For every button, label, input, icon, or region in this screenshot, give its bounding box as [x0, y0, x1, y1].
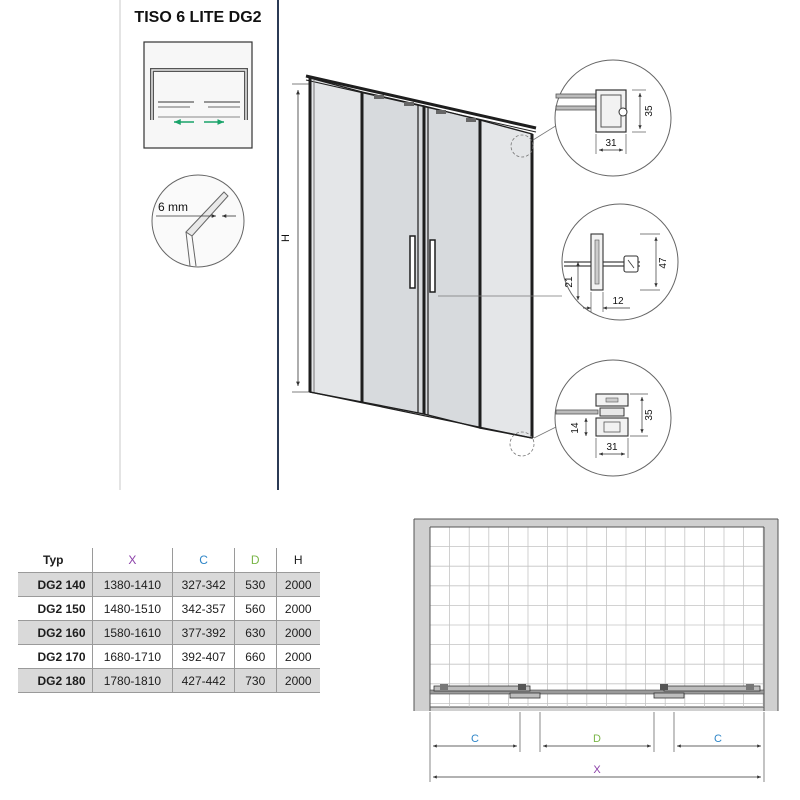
- cell-c: 342-357: [173, 597, 235, 621]
- header-x: X: [92, 548, 173, 573]
- detail-bottom-depth: 14: [570, 422, 581, 434]
- cell-x: 1680-1710: [92, 645, 173, 669]
- plan-label-d: D: [593, 733, 601, 745]
- height-label: H: [280, 234, 292, 242]
- panel-left-fixed: [434, 686, 530, 691]
- detail-middle-width: 12: [612, 296, 624, 307]
- enclosure-perspective: [306, 76, 536, 438]
- cell-x: 1380-1410: [92, 573, 173, 597]
- table-row: [18, 573, 320, 597]
- panel-left-door: [510, 693, 540, 698]
- cell-h: 2000: [276, 645, 320, 669]
- cell-d: 730: [234, 669, 276, 693]
- cell-d: 660: [234, 645, 276, 669]
- product-title: TISO 6 LITE DG2: [134, 9, 262, 26]
- front-view: [414, 519, 778, 782]
- cell-x: 1480-1510: [92, 597, 173, 621]
- detail-bottom-width: 31: [606, 442, 618, 453]
- plan-label-x: X: [593, 764, 601, 776]
- detail-top: [555, 60, 671, 176]
- table-row: [18, 621, 320, 645]
- table-row: [18, 669, 320, 693]
- detail-top-width: 31: [605, 138, 617, 149]
- detail-bottom-height: 35: [644, 409, 655, 421]
- detail-middle-offset: 21: [564, 276, 575, 288]
- cell-h: 2000: [276, 669, 320, 693]
- cell-d: 530: [234, 573, 276, 597]
- detail-middle-height: 47: [658, 257, 669, 269]
- header-h: H: [276, 548, 320, 573]
- handle-right-icon: [430, 240, 435, 292]
- cell-c: 392-407: [173, 645, 235, 669]
- detail-bottom: [555, 360, 671, 476]
- cell-x: 1580-1610: [92, 621, 173, 645]
- cell-d: 630: [234, 621, 276, 645]
- cell-x: 1780-1810: [92, 669, 173, 693]
- cell-h: 2000: [276, 573, 320, 597]
- glass-thickness-label: 6 mm: [158, 200, 188, 214]
- header-d: D: [234, 548, 276, 573]
- cell-d: 560: [234, 597, 276, 621]
- header-typ: Typ: [18, 548, 92, 573]
- cell-typ: DG2 180: [18, 669, 92, 693]
- spec-table: [18, 548, 320, 693]
- cell-typ: DG2 140: [18, 573, 92, 597]
- cell-c: 377-392: [173, 621, 235, 645]
- cell-h: 2000: [276, 621, 320, 645]
- header-c: C: [173, 548, 235, 573]
- plan-label-c-left: C: [471, 733, 479, 745]
- cell-c: 427-442: [173, 669, 235, 693]
- spec-table-container: [18, 548, 318, 693]
- panel-right-fixed: [664, 686, 760, 691]
- detail-middle: [562, 204, 678, 320]
- cell-typ: DG2 150: [18, 597, 92, 621]
- cell-typ: DG2 170: [18, 645, 92, 669]
- plan-label-c-right: C: [714, 733, 722, 745]
- cell-h: 2000: [276, 597, 320, 621]
- detail-top-height: 35: [644, 105, 655, 117]
- cell-c: 327-342: [173, 573, 235, 597]
- glass-thickness-detail: [152, 175, 244, 267]
- table-row: [18, 645, 320, 669]
- handle-left-icon: [410, 236, 415, 288]
- table-row: [18, 597, 320, 621]
- plan-icon: [144, 42, 252, 148]
- screw-icon: [619, 108, 627, 116]
- table-header-row: [18, 548, 320, 573]
- panel-right-door: [654, 693, 684, 698]
- cell-typ: DG2 160: [18, 621, 92, 645]
